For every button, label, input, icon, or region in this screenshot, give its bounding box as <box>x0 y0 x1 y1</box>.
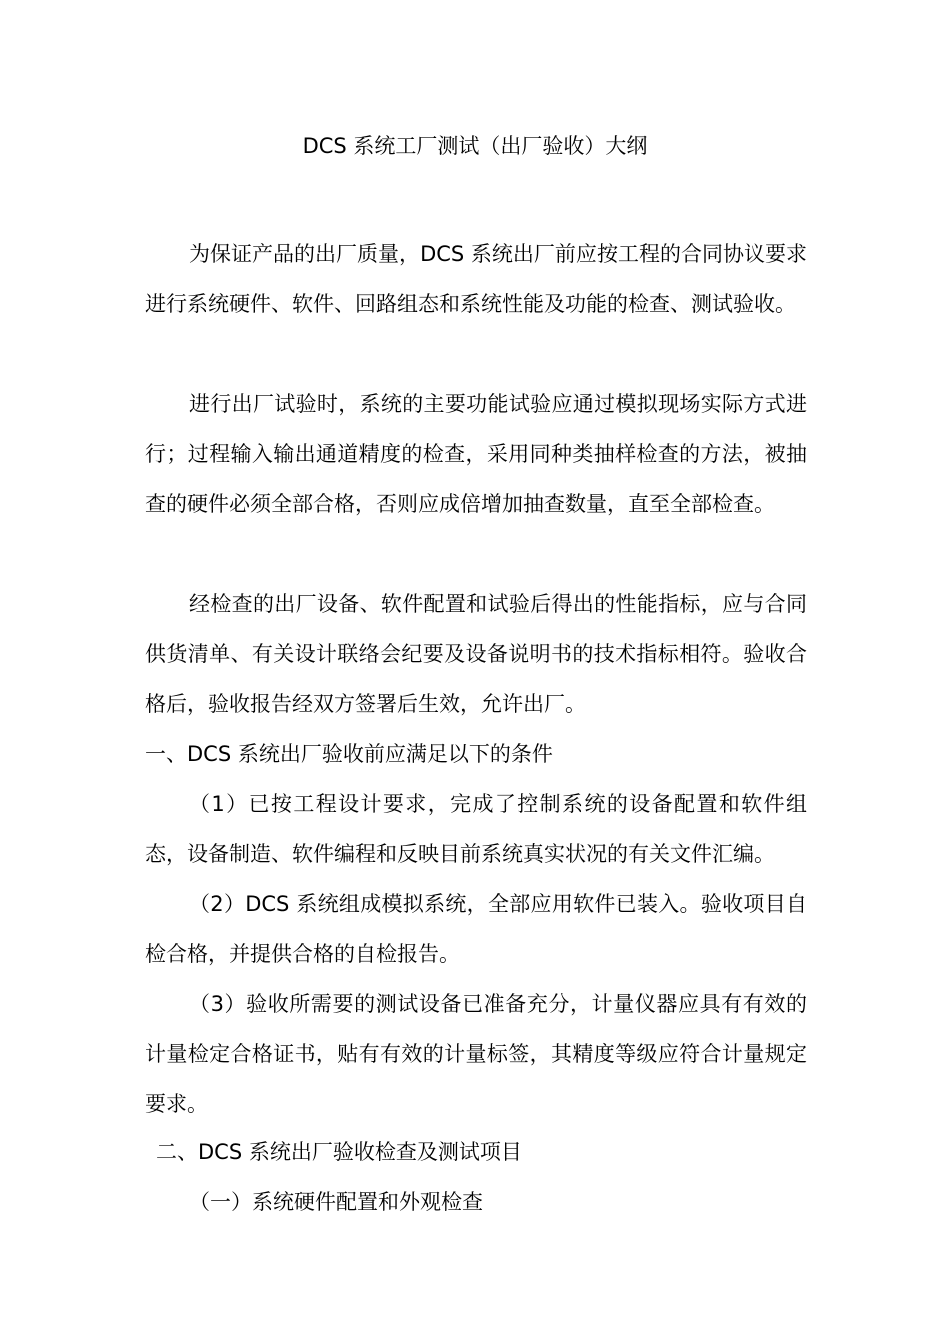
section-2-heading: 二、DCS 系统出厂验收检查及测试项目 <box>156 1140 522 1164</box>
paragraph-acceptance: 经检查的出厂设备、软件配置和试验后得出的性能指标，应与合同供货清单、有关设计联络会纪要及设备说明书的技术指标相符。验收合格后，验收报告经双方签署后生效，允许出厂。 <box>145 592 807 716</box>
section-1-heading: 一、DCS 系统出厂验收前应满足以下的条件 <box>145 742 553 766</box>
condition-item-2: （2）DCS 系统组成模拟系统，全部应用软件已装入。验收项目自检合格，并提供合格的自检报告。 <box>145 892 807 966</box>
condition-item-3: （3）验收所需要的测试设备已准备充分，计量仪器应具有有效的计量检定合格证书，贴有有效的计量标签，其精度等级应符合计量规定要求。 <box>145 992 807 1116</box>
section-2-subheading: （一）系统硬件配置和外观检查 <box>189 1190 483 1214</box>
paragraph-purpose: 为保证产品的出厂质量，DCS 系统出厂前应按工程的合同协议要求进行系统硬件、软件、回路组态和系统性能及功能的检查、测试验收。 <box>145 242 807 316</box>
condition-item-1: （1）已按工程设计要求，完成了控制系统的设备配置和软件组态，设备制造、软件编程和反映目前系统真实状况的有关文件汇编。 <box>145 792 807 866</box>
document-title: DCS 系统工厂测试（出厂验收）大纲 <box>302 134 648 158</box>
paragraph-test-method: 进行出厂试验时，系统的主要功能试验应通过模拟现场实际方式进行；过程输入输出通道精度的检查，采用同种类抽样检查的方法，被抽查的硬件必须全部合格，否则应成倍增加抽查数量，直至全部检查。 <box>145 392 807 516</box>
